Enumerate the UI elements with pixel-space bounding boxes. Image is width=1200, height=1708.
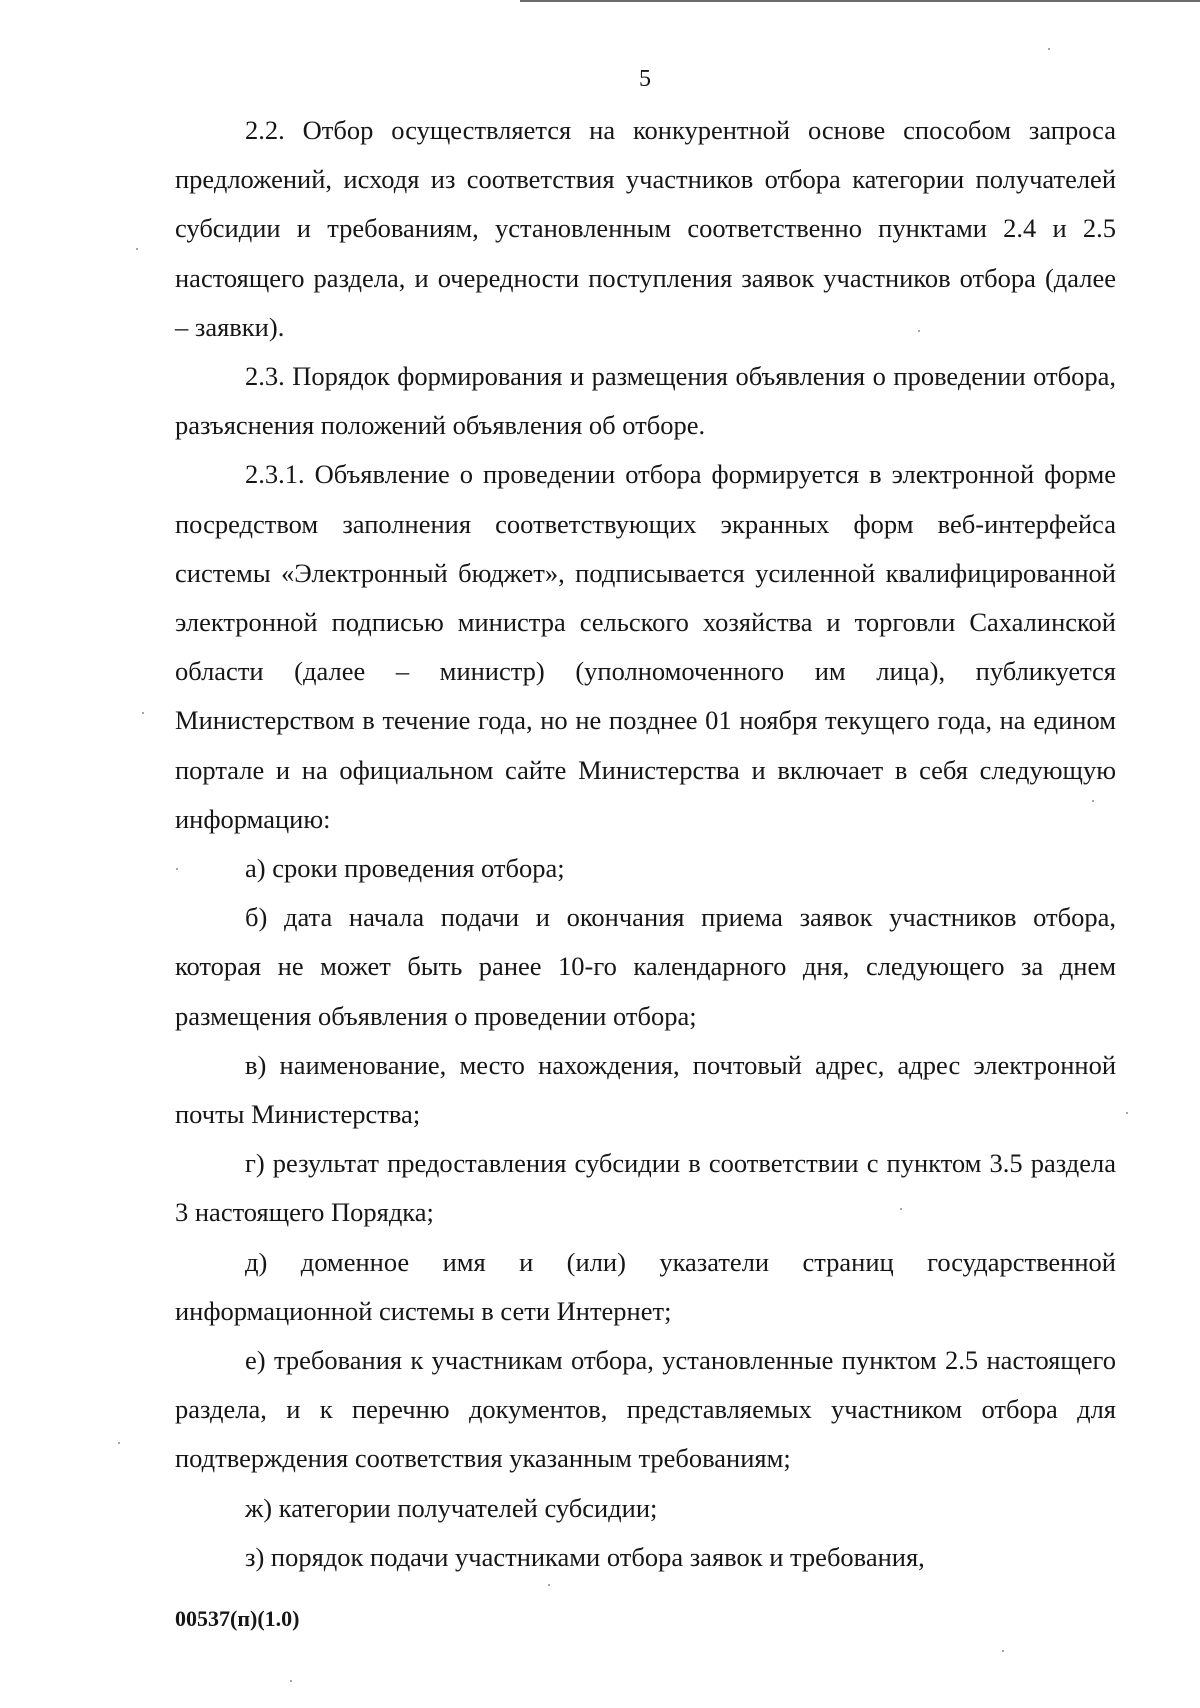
document-code: 00537(п)(1.0): [175, 1606, 300, 1631]
document-body: [175, 106, 1116, 1582]
scan-speck: [290, 1680, 292, 1682]
scan-speck: [1002, 1650, 1004, 1652]
list-item-a: а) сроки проведения отбора;: [245, 853, 565, 884]
scan-speck: [1092, 800, 1094, 802]
list-item-v: в) наименование, место нахождения, почтовый адрес, адрес электронной почты Министерства;: [175, 1049, 1116, 1130]
scan-speck: [118, 1442, 120, 1444]
list-item-z: з) порядок подачи участниками отбора заявок и требования,: [245, 1541, 925, 1572]
scan-speck: [1126, 1112, 1128, 1114]
paragraph-2-3-1: 2.3.1. Объявление о проведении отбора формируется в электронной форме посредством заполнения соответствующих экранных форм веб-интерфейса системы «Электронный бюджет», подписывается усиленной квалифицированной электронной подписью министра сельского хозяйства и торговли Сахалинской области (далее – министр) (уполномоченного им лица), публикуется Министерством в течение года, но не позднее 01 ноября текущего года, на едином портале и на официальном сайте Министерства и включает в себя следующую информацию:: [175, 459, 1116, 834]
list-item-e: е) требования к участникам отбора, установленные пунктом 2.5 настоящего раздела, и к перечню документов, представляемых участником отбора для подтверждения соответствия указанным требованиям;: [175, 1345, 1116, 1474]
scan-speck: [176, 868, 178, 870]
scan-speck: [1048, 48, 1050, 50]
scan-speck: [142, 712, 144, 714]
list-item-zh: ж) категории получателей субсидии;: [245, 1492, 658, 1523]
scan-speck: [548, 1584, 550, 1586]
scan-speck: [900, 1208, 902, 1210]
list-item-g: г) результат предоставления субсидии в соответствии с пунктом 3.5 раздела 3 настоящего Порядка;: [175, 1148, 1116, 1228]
paragraph-2-3: 2.3. Порядок формирования и размещения объявления о проведении отбора, разъяснения положений объявления об отборе.: [175, 361, 1116, 441]
list-item-b: б) дата начала подачи и окончания приема заявок участников отбора, которая не может быть ранее 10-го календарного дня, следующего за днем размещения объявления о проведении отбора;: [175, 902, 1116, 1031]
page-number: 5: [639, 66, 651, 92]
top-border-line: [520, 0, 1200, 2]
paragraph-2-2: 2.2. Отбор осуществляется на конкурентной основе способом запроса предложений, исходя из соответствия участников отбора категории получателей субсидии и требованиям, установленным соответственно пунктами 2.4 и 2.5 настоящего раздела, и очередности поступления заявок участников отбора (далее – заявки).: [175, 115, 1116, 342]
scan-speck: [918, 330, 920, 332]
scan-speck: [136, 248, 138, 250]
list-item-d: д) доменное имя и (или) указатели страниц государственной информационной системы в сети Интернет;: [175, 1246, 1116, 1326]
